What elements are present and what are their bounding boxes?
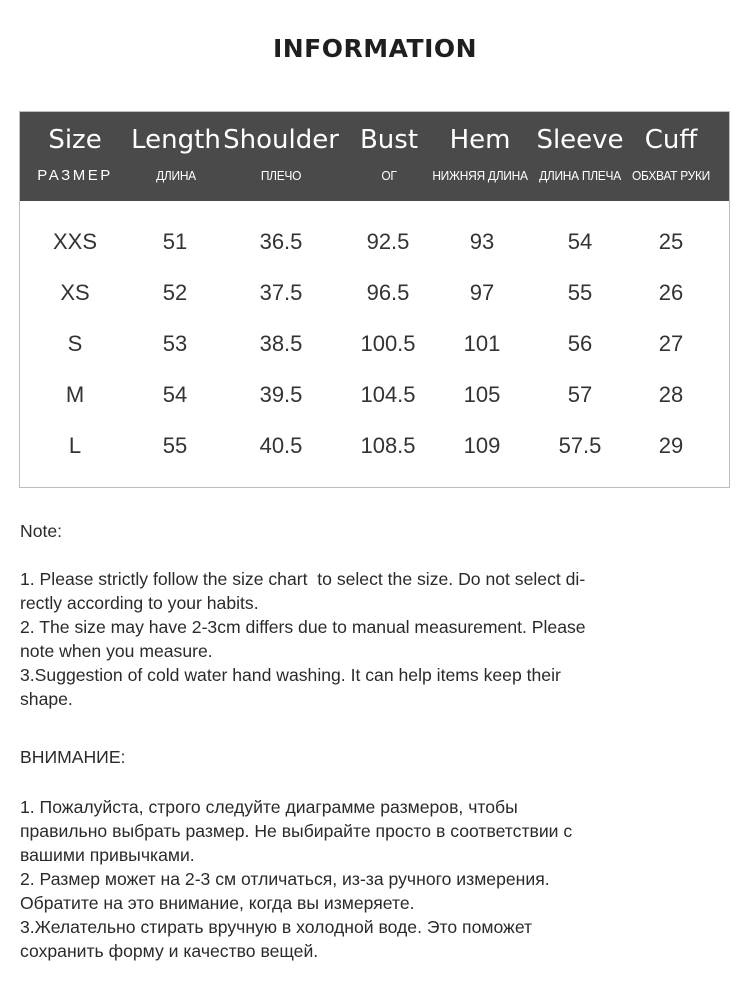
header-length-ru: ДЛИНА (156, 168, 196, 183)
header-shoulder-ru: ПЛЕЧО (260, 168, 302, 183)
cell-length: 55 (162, 433, 188, 458)
cell-cuff: 28 (658, 382, 684, 407)
header-size: Size (48, 125, 102, 155)
cell-size: S (67, 331, 83, 356)
header-hem-ru: НИЖНЯЯ ДЛИНА (432, 168, 528, 183)
cell-cuff: 26 (658, 280, 684, 305)
cell-cuff: 25 (658, 229, 684, 254)
cell-shoulder: 38.5 (259, 331, 303, 356)
notes-ru-item-2: 2. Размер может на 2-3 см отличаться, из-за ручного измерения. Обратите на это внимание, когда вы измеряете. (20, 869, 550, 913)
header-cuff: Cuff (644, 125, 698, 155)
cell-bust: 100.5 (360, 331, 416, 356)
cell-sleeve: 56 (567, 331, 593, 356)
header-length: Length (131, 125, 221, 155)
notes-ru-heading: ВНИМАНИЕ: (20, 747, 126, 767)
table-header (20, 112, 729, 201)
cell-sleeve: 55 (567, 280, 593, 305)
cell-shoulder: 37.5 (259, 280, 303, 305)
cell-bust: 108.5 (360, 433, 416, 458)
cell-length: 53 (162, 331, 188, 356)
cell-length: 54 (162, 382, 188, 407)
notes-en-item-2: 2. The size may have 2-3cm differs due to manual measurement. Please note when you measure. (20, 617, 586, 661)
cell-shoulder: 39.5 (259, 382, 303, 407)
cell-length: 52 (162, 280, 188, 305)
notes-ru-item-3: 3.Желательно стирать вручную в холодной воде. Это поможет сохранить форму и качество вещей. (20, 917, 533, 961)
page-title: INFORMATION (272, 34, 478, 63)
cell-bust: 104.5 (360, 382, 416, 407)
cell-sleeve: 57 (567, 382, 593, 407)
cell-hem: 97 (469, 280, 495, 305)
header-bust: Bust (359, 125, 419, 155)
header-sleeve: Sleeve (536, 125, 624, 155)
header-sleeve-ru: ДЛИНА ПЛЕЧА (539, 168, 621, 183)
cell-bust: 92.5 (366, 229, 410, 254)
cell-bust: 96.5 (366, 280, 410, 305)
notes-ru-item-1: 1. Пожалуйста, строго следуйте диаграмме размеров, чтобы правильно выбрать размер. Не выбирайте просто в соответствии с вашими привычками. (20, 797, 573, 865)
header-cuff-ru: ОБХВАТ РУКИ (632, 168, 710, 183)
header-bust-ru: ОГ (381, 168, 397, 183)
cell-shoulder: 40.5 (259, 433, 303, 458)
cell-size: XXS (52, 229, 98, 254)
notes-en-heading: Note: (20, 521, 63, 541)
size-chart-table (19, 111, 730, 488)
cell-sleeve: 57.5 (558, 433, 602, 458)
cell-hem: 101 (463, 331, 501, 356)
cell-hem: 105 (463, 382, 501, 407)
cell-hem: 109 (463, 433, 501, 458)
cell-cuff: 29 (658, 433, 684, 458)
cell-size: XS (60, 280, 90, 305)
cell-hem: 93 (469, 229, 495, 254)
cell-cuff: 27 (658, 331, 684, 356)
notes-en-item-1: 1. Please strictly follow the size chart to select the size. Do not select di- rectly according to your habits. (20, 569, 586, 613)
cell-length: 51 (162, 229, 188, 254)
header-size-ru: РАЗМЕР (37, 167, 113, 184)
cell-size: M (65, 382, 85, 407)
header-shoulder: Shoulder (223, 125, 339, 155)
cell-sleeve: 54 (567, 229, 593, 254)
cell-size: L (68, 433, 82, 458)
header-hem: Hem (449, 125, 511, 155)
notes-en-item-3: 3.Suggestion of cold water hand washing. It can help items keep their shape. (20, 665, 561, 709)
cell-shoulder: 36.5 (259, 229, 303, 254)
